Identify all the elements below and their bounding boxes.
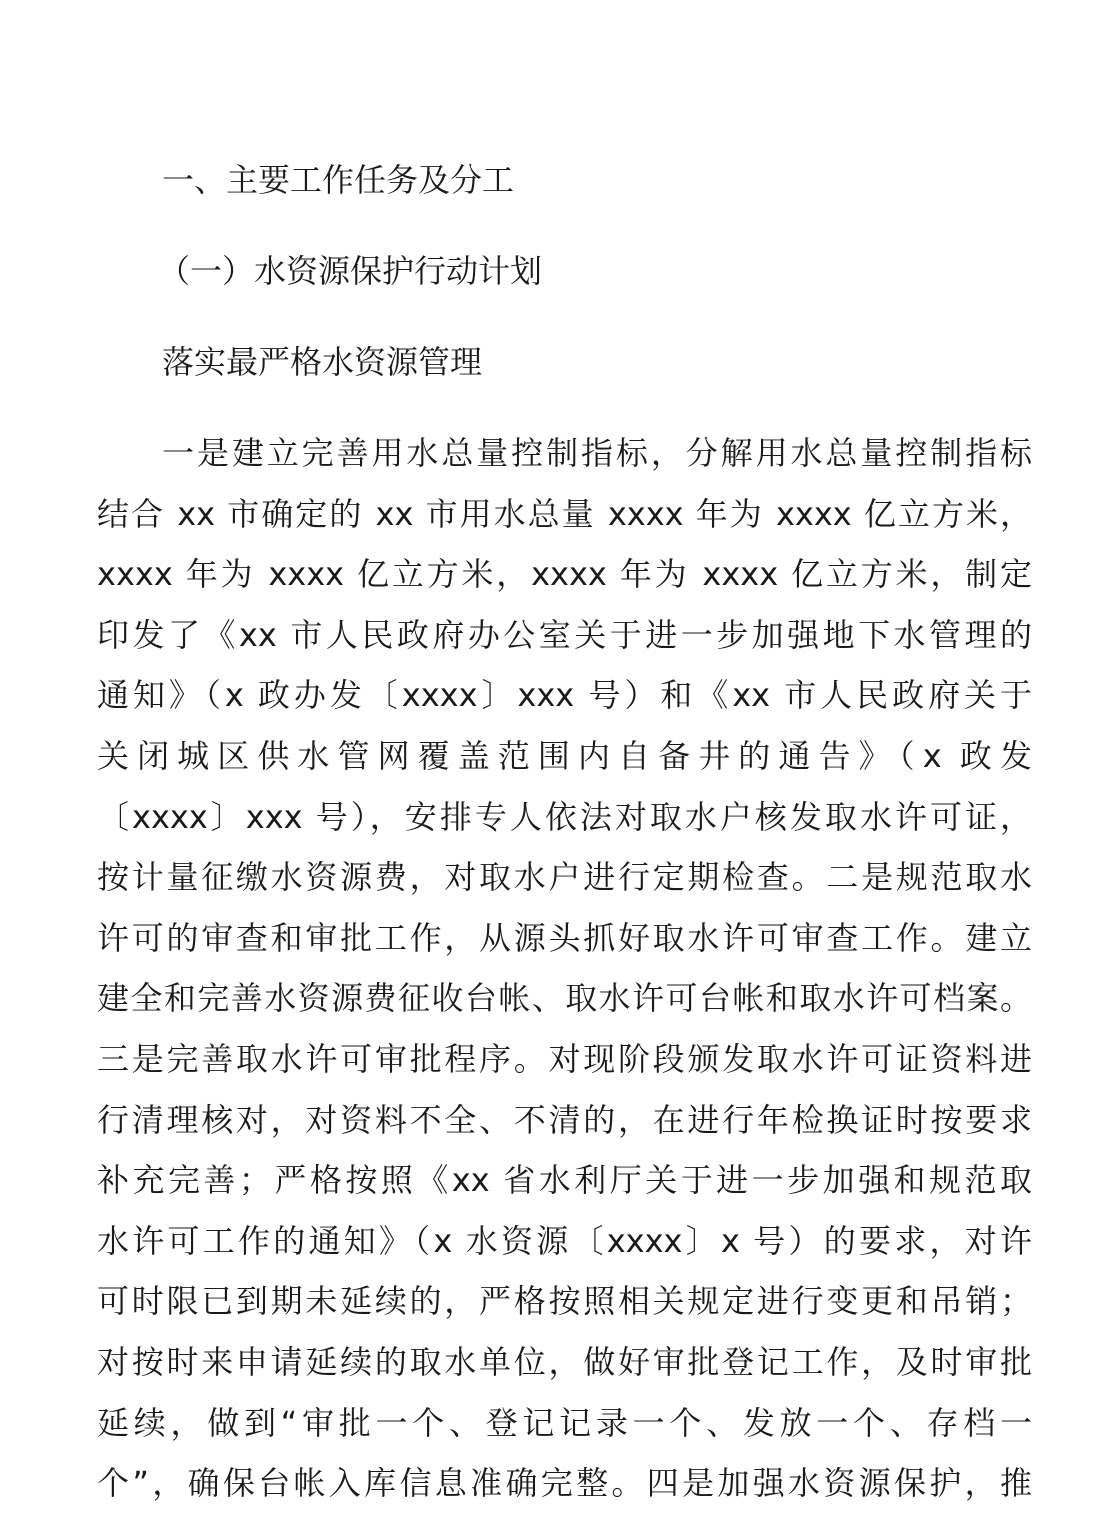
body-line: 关闭城区供水管网覆盖范围内自备井的通告》（x 政发 xyxy=(97,736,1032,775)
body-line: 个”，确保台帐入库信息准确完整。四是加强水资源保护，推 xyxy=(97,1464,1032,1503)
body-line: 行清理核对，对资料不全、不清的，在进行年检换证时按要求 xyxy=(97,1100,1032,1139)
body-line: 〔xxxx〕xxx 号），安排专人依法对取水户核发取水许可证， xyxy=(97,797,1032,836)
body-line: 三是完善取水许可审批程序。对现阶段颁发取水许可证资料进 xyxy=(97,1039,1032,1078)
body-line: 结合 xx 市确定的 xx 市用水总量 xxxx 年为 xxxx 亿立方米， xyxy=(97,494,1032,533)
body-line: 印发了《xx 市人民政府办公室关于进一步加强地下水管理的 xyxy=(97,615,1032,654)
body-line: 延续，做到“审批一个、登记记录一个、发放一个、存档一 xyxy=(97,1403,1032,1442)
body-line: 补充完善；严格按照《xx 省水利厅关于进一步加强和规范取 xyxy=(97,1161,1032,1200)
body-line: 可时限已到期未延续的，严格按照相关规定进行变更和吊销； xyxy=(97,1282,1032,1321)
topic-heading: 落实最严格水资源管理 xyxy=(162,343,483,381)
body-line: 建全和完善水资源费征收台帐、取水许可台帐和取水许可档案。 xyxy=(97,979,1032,1018)
body-line: 一是建立完善用水总量控制指标，分解用水总量控制指标 xyxy=(162,434,1032,472)
subsection-heading: （一）水资源保护行动计划 xyxy=(158,252,543,290)
body-line: 水许可工作的通知》（x 水资源〔xxxx〕x 号）的要求，对许 xyxy=(97,1221,1032,1260)
body-line: 按计量征缴水资源费，对取水户进行定期检查。二是规范取水 xyxy=(97,858,1032,897)
body-line: 许可的审查和审批工作，从源头抓好取水许可审查工作。建立 xyxy=(97,918,1032,957)
body-line: xxxx 年为 xxxx 亿立方米，xxxx 年为 xxxx 亿立方米，制定 xyxy=(97,555,1032,594)
body-line: 通知》（x 政办发〔xxxx〕xxx 号）和《xx 市人民政府关于 xyxy=(97,676,1032,715)
body-line: 对按时来申请延续的取水单位，做好审批登记工作，及时审批 xyxy=(97,1342,1032,1381)
section-heading: 一、主要工作任务及分工 xyxy=(162,161,515,199)
body-paragraph xyxy=(97,433,1032,1524)
